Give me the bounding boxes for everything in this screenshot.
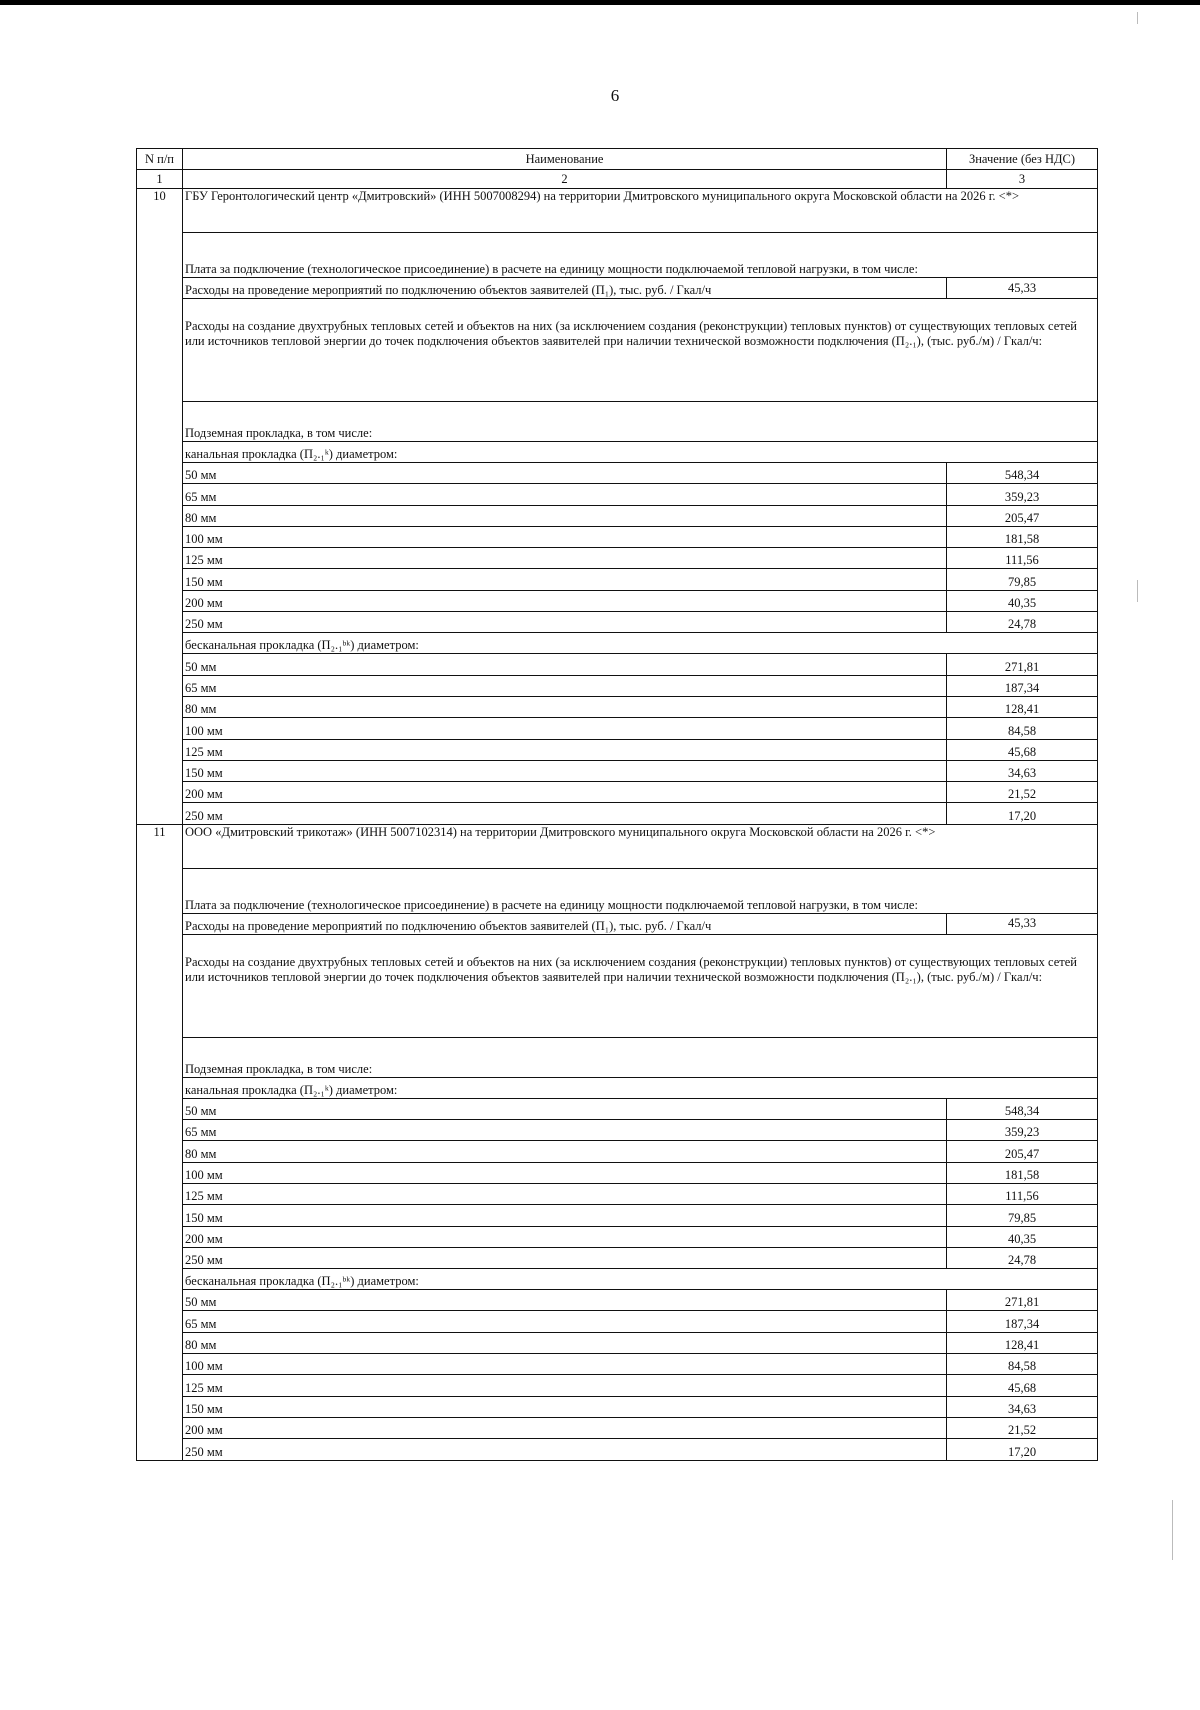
p1-label: Расходы на проведение мероприятий по подключению объектов заявителей (П₁), тыс. руб. / Гкал/ч	[183, 913, 947, 934]
diameter-label: 250 мм	[183, 1439, 947, 1460]
underground-row	[137, 1037, 1098, 1077]
diameter-label: 50 мм	[183, 1290, 947, 1311]
scan-edge-mark	[1137, 580, 1138, 602]
diameter-label: 200 мм	[183, 1417, 947, 1438]
diameter-label: 100 мм	[183, 718, 947, 739]
channelless-heading-row	[137, 633, 1098, 654]
diameter-value: 181,58	[947, 526, 1098, 547]
channel-row	[137, 1247, 1098, 1268]
channelless-heading: бесканальная прокладка (П₂.₁ᵇᵏ) диаметром:	[183, 633, 1098, 654]
channel-row	[137, 569, 1098, 590]
diameter-value: 21,52	[947, 1417, 1098, 1438]
underground-heading: Подземная прокладка, в том числе:	[183, 1037, 1098, 1077]
channel-heading-row	[137, 442, 1098, 463]
channelless-row	[137, 1417, 1098, 1438]
channel-heading: канальная прокладка (П₂.₁ᵏ) диаметром:	[183, 1077, 1098, 1098]
header-value: Значение (без НДС)	[947, 149, 1098, 170]
channelless-row	[137, 1396, 1098, 1417]
channel-row	[137, 484, 1098, 505]
diameter-value: 271,81	[947, 1290, 1098, 1311]
diameter-value: 205,47	[947, 1141, 1098, 1162]
diameter-value: 548,34	[947, 463, 1098, 484]
diameter-value: 24,78	[947, 1247, 1098, 1268]
fee-row	[137, 233, 1098, 278]
header-num: N п/п	[137, 149, 183, 170]
diameter-value: 359,23	[947, 484, 1098, 505]
diameter-value: 40,35	[947, 1226, 1098, 1247]
p21-row	[137, 299, 1098, 402]
channel-row	[137, 548, 1098, 569]
channel-row	[137, 1162, 1098, 1183]
diameter-value: 17,20	[947, 803, 1098, 824]
channelless-row	[137, 1375, 1098, 1396]
channelless-row	[137, 739, 1098, 760]
diameter-value: 359,23	[947, 1120, 1098, 1141]
diameter-label: 125 мм	[183, 739, 947, 760]
diameter-label: 100 мм	[183, 526, 947, 547]
col-number-2: 2	[183, 170, 947, 189]
diameter-label: 150 мм	[183, 569, 947, 590]
diameter-label: 65 мм	[183, 484, 947, 505]
diameter-label: 50 мм	[183, 654, 947, 675]
entry-title: ООО «Дмитровский трикотаж» (ИНН 5007102314) на территории Дмитровского муниципального округа Московской области на 2026 г. <*>	[183, 824, 1098, 868]
p1-label: Расходы на проведение мероприятий по подключению объектов заявителей (П₁), тыс. руб. / Гкал/ч	[183, 278, 947, 299]
channelless-row	[137, 654, 1098, 675]
channel-row	[137, 1226, 1098, 1247]
p1-value: 45,33	[947, 913, 1098, 934]
table-header-row	[137, 149, 1098, 170]
diameter-value: 128,41	[947, 1332, 1098, 1353]
diameter-value: 84,58	[947, 718, 1098, 739]
channelless-row	[137, 1354, 1098, 1375]
channel-row	[137, 1205, 1098, 1226]
diameter-value: 181,58	[947, 1162, 1098, 1183]
diameter-label: 80 мм	[183, 1141, 947, 1162]
diameter-value: 21,52	[947, 782, 1098, 803]
diameter-value: 111,56	[947, 1183, 1098, 1204]
p21-description: Расходы на создание двухтрубных тепловых сетей и объектов на них (за исключением создания (реконструкции) тепловых пунктов) от существующих тепловых сетей или источников тепловой энергии до точек подключения объектов заявителей при наличии технической возможности подключения (П₂.₁), (тыс. руб./м) / Гкал/ч:	[183, 934, 1098, 1037]
tariff-table-body	[137, 149, 1098, 1461]
channelless-row	[137, 803, 1098, 824]
col-number-3: 3	[947, 170, 1098, 189]
diameter-value: 34,63	[947, 1396, 1098, 1417]
diameter-label: 250 мм	[183, 612, 947, 633]
channel-row	[137, 505, 1098, 526]
diameter-value: 34,63	[947, 760, 1098, 781]
channelless-row	[137, 760, 1098, 781]
diameter-label: 200 мм	[183, 1226, 947, 1247]
channel-row	[137, 1120, 1098, 1141]
diameter-label: 250 мм	[183, 1247, 947, 1268]
diameter-value: 111,56	[947, 548, 1098, 569]
fee-row	[137, 868, 1098, 913]
diameter-label: 65 мм	[183, 675, 947, 696]
col-number-1: 1	[137, 170, 183, 189]
diameter-value: 187,34	[947, 675, 1098, 696]
p1-row	[137, 278, 1098, 299]
header-name: Наименование	[183, 149, 947, 170]
channelless-row	[137, 1290, 1098, 1311]
diameter-label: 200 мм	[183, 590, 947, 611]
channel-heading: канальная прокладка (П₂.₁ᵏ) диаметром:	[183, 442, 1098, 463]
diameter-value: 79,85	[947, 1205, 1098, 1226]
diameter-label: 125 мм	[183, 1183, 947, 1204]
diameter-label: 150 мм	[183, 760, 947, 781]
scan-edge-mark	[1172, 1500, 1173, 1560]
scan-edge-mark	[1137, 12, 1138, 24]
diameter-value: 45,68	[947, 1375, 1098, 1396]
channel-row	[137, 1183, 1098, 1204]
channelless-row	[137, 1332, 1098, 1353]
p1-value: 45,33	[947, 278, 1098, 299]
channelless-heading: бесканальная прокладка (П₂.₁ᵇᵏ) диаметром:	[183, 1269, 1098, 1290]
diameter-value: 40,35	[947, 590, 1098, 611]
diameter-value: 84,58	[947, 1354, 1098, 1375]
diameter-value: 187,34	[947, 1311, 1098, 1332]
channel-row	[137, 612, 1098, 633]
diameter-label: 80 мм	[183, 1332, 947, 1353]
diameter-label: 65 мм	[183, 1120, 947, 1141]
channel-row	[137, 1141, 1098, 1162]
diameter-value: 205,47	[947, 505, 1098, 526]
channel-row	[137, 590, 1098, 611]
entry-title-row	[137, 189, 1098, 233]
channelless-row	[137, 675, 1098, 696]
diameter-label: 150 мм	[183, 1205, 947, 1226]
diameter-value: 79,85	[947, 569, 1098, 590]
diameter-label: 50 мм	[183, 463, 947, 484]
diameter-label: 200 мм	[183, 782, 947, 803]
fee-description: Плата за подключение (технологическое присоединение) в расчете на единицу мощности подключаемой тепловой нагрузки, в том числе:	[183, 868, 1098, 913]
diameter-value: 271,81	[947, 654, 1098, 675]
page-number: 6	[610, 86, 620, 105]
channelless-row	[137, 1439, 1098, 1460]
tariff-table	[136, 148, 1098, 1461]
channelless-row	[137, 696, 1098, 717]
diameter-value: 45,68	[947, 739, 1098, 760]
diameter-label: 80 мм	[183, 505, 947, 526]
channelless-row	[137, 718, 1098, 739]
entry-number: 10	[137, 189, 183, 825]
channelless-heading-row	[137, 1269, 1098, 1290]
column-number-row	[137, 170, 1098, 189]
entry-title-row	[137, 824, 1098, 868]
channel-row	[137, 526, 1098, 547]
diameter-label: 100 мм	[183, 1354, 947, 1375]
diameter-value: 128,41	[947, 696, 1098, 717]
channel-row	[137, 463, 1098, 484]
diameter-label: 150 мм	[183, 1396, 947, 1417]
diameter-value: 17,20	[947, 1439, 1098, 1460]
channel-heading-row	[137, 1077, 1098, 1098]
p21-row	[137, 934, 1098, 1037]
diameter-label: 100 мм	[183, 1162, 947, 1183]
fee-description: Плата за подключение (технологическое присоединение) в расчете на единицу мощности подключаемой тепловой нагрузки, в том числе:	[183, 233, 1098, 278]
diameter-value: 548,34	[947, 1098, 1098, 1119]
diameter-label: 125 мм	[183, 1375, 947, 1396]
p1-row	[137, 913, 1098, 934]
channelless-row	[137, 782, 1098, 803]
diameter-label: 50 мм	[183, 1098, 947, 1119]
diameter-value: 24,78	[947, 612, 1098, 633]
channelless-row	[137, 1311, 1098, 1332]
diameter-label: 125 мм	[183, 548, 947, 569]
scan-top-border	[0, 0, 1200, 5]
channel-row	[137, 1098, 1098, 1119]
entry-title: ГБУ Геронтологический центр «Дмитровский» (ИНН 5007008294) на территории Дмитровского муниципального округа Московской области на 2026 г. <*>	[183, 189, 1098, 233]
p21-description: Расходы на создание двухтрубных тепловых сетей и объектов на них (за исключением создания (реконструкции) тепловых пунктов) от существующих тепловых сетей или источников тепловой энергии до точек подключения объектов заявителей при наличии технической возможности подключения (П₂.₁), (тыс. руб./м) / Гкал/ч:	[183, 299, 1098, 402]
diameter-label: 65 мм	[183, 1311, 947, 1332]
underground-heading: Подземная прокладка, в том числе:	[183, 402, 1098, 442]
diameter-label: 250 мм	[183, 803, 947, 824]
diameter-label: 80 мм	[183, 696, 947, 717]
entry-number: 11	[137, 824, 183, 1460]
underground-row	[137, 402, 1098, 442]
